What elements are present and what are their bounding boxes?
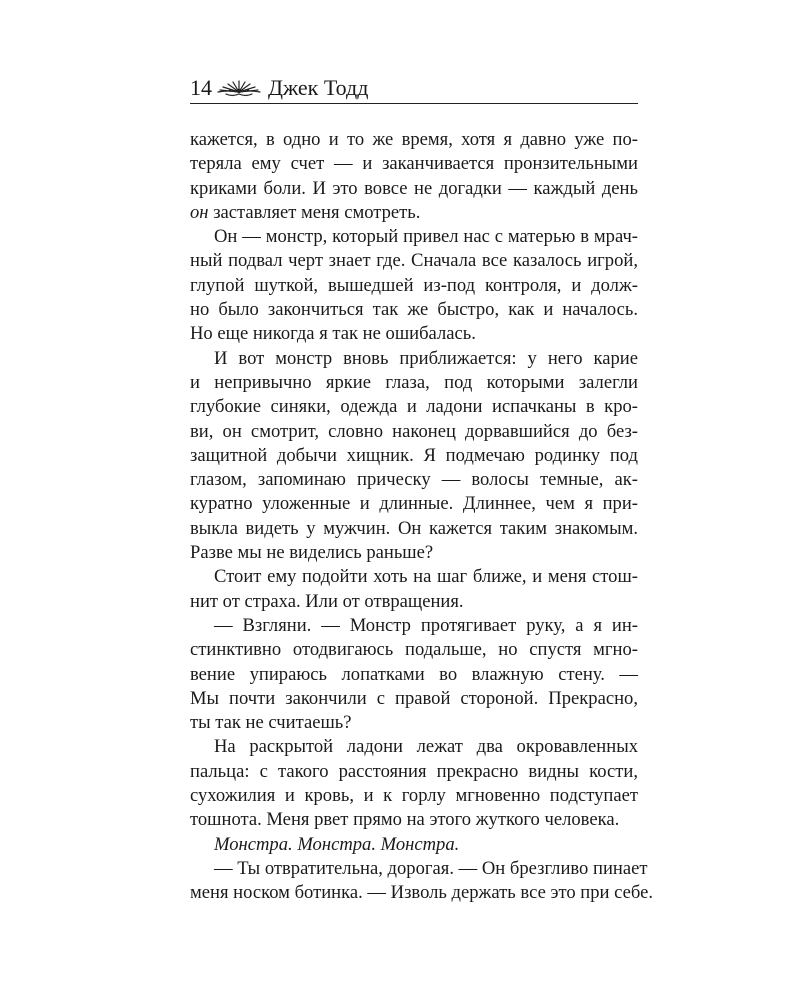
text-line: и непривычно яркие глаза, под которыми залегли xyxy=(190,371,638,393)
text-line: Он — монстр, который привел нас с матерью в мрач- xyxy=(214,226,638,248)
text-line: — Ты отвратительна, дорогая. — Он брезгливо пинает xyxy=(214,857,648,879)
text-line: глубокие синяки, одежда и ладони испачканы в кро- xyxy=(190,396,638,418)
text-line: — Взгляни. — Монстр протягивает руку, а я ин- xyxy=(214,614,638,636)
text-line: Стоит ему подойти хоть на шаг ближе, и меня стош- xyxy=(214,566,638,588)
text-line: глупой шуткой, вышедшей из-под контроля, и долж- xyxy=(190,274,638,296)
running-header xyxy=(190,74,638,102)
text-line: ный подвал черт знает где. Сначала все казалось игрой, xyxy=(190,250,638,272)
text-line: выкла видеть у мужчин. Он кажется таким знакомым. xyxy=(190,517,638,539)
text-line: нит от страха. Или от отвращения. xyxy=(190,590,464,612)
text-line xyxy=(190,201,638,225)
text-line: куратно уложенные и длинные. Длиннее, чем я при- xyxy=(190,493,638,515)
text-line: На раскрытой ладони лежат два окровавленных xyxy=(214,736,638,758)
text-line: ви, он смотрит, словно наконец дорвавшийся до без- xyxy=(190,420,638,442)
text-line: меня носком ботинка. — Изволь держать все это при себе. xyxy=(190,882,653,904)
text-line: но было закончиться так же быстро, как и началось. xyxy=(190,299,638,321)
text-line: Мы почти закончили с правой стороной. Прекрасно, xyxy=(190,687,638,709)
text-line: Но еще никогда я так не ошибалась. xyxy=(190,323,476,345)
text-line: сухожилия и кровь, и к горлу мгновенно подступает xyxy=(190,785,638,807)
body-text xyxy=(190,128,653,906)
text-line: кажется, в одно и то же время, хотя я давно уже по- xyxy=(190,129,638,150)
page-number: 14 xyxy=(190,75,212,100)
text-line: пальца: с такого расстояния прекрасно видны кости, xyxy=(190,760,638,782)
floral-ornament-icon xyxy=(216,77,262,99)
text-line: вение упираюсь лопатками во влажную стену. — xyxy=(190,663,638,685)
header-rule xyxy=(190,103,638,104)
text-fragment: заставляет меня смотреть. xyxy=(213,201,421,223)
text-line: тошнота. Меня рвет прямо на этого жуткого человека. xyxy=(190,809,620,831)
text-line: И вот монстр вновь приближается: у него карие xyxy=(214,347,638,369)
text-line: ты так не считаешь? xyxy=(190,712,352,734)
text-line: теряла ему счет — и заканчивается пронзительными xyxy=(190,153,638,175)
emphasis: он xyxy=(190,201,209,223)
text-line: Монстра. Монстра. Монстра. xyxy=(214,833,460,855)
text-line: стинктивно отодвигаюсь подальше, но спустя мгно- xyxy=(190,639,638,661)
text-line: глазом, запоминаю прическу — волосы темные, ак- xyxy=(190,469,638,491)
text-line: защитной добычи хищник. Я подмечаю родинку под xyxy=(190,444,638,466)
author-name: Джек Тодд xyxy=(268,75,369,100)
text-line: криками боли. И это вовсе не догадки — каждый день xyxy=(190,177,638,199)
text-line: Разве мы не виделись раньше? xyxy=(190,542,434,564)
